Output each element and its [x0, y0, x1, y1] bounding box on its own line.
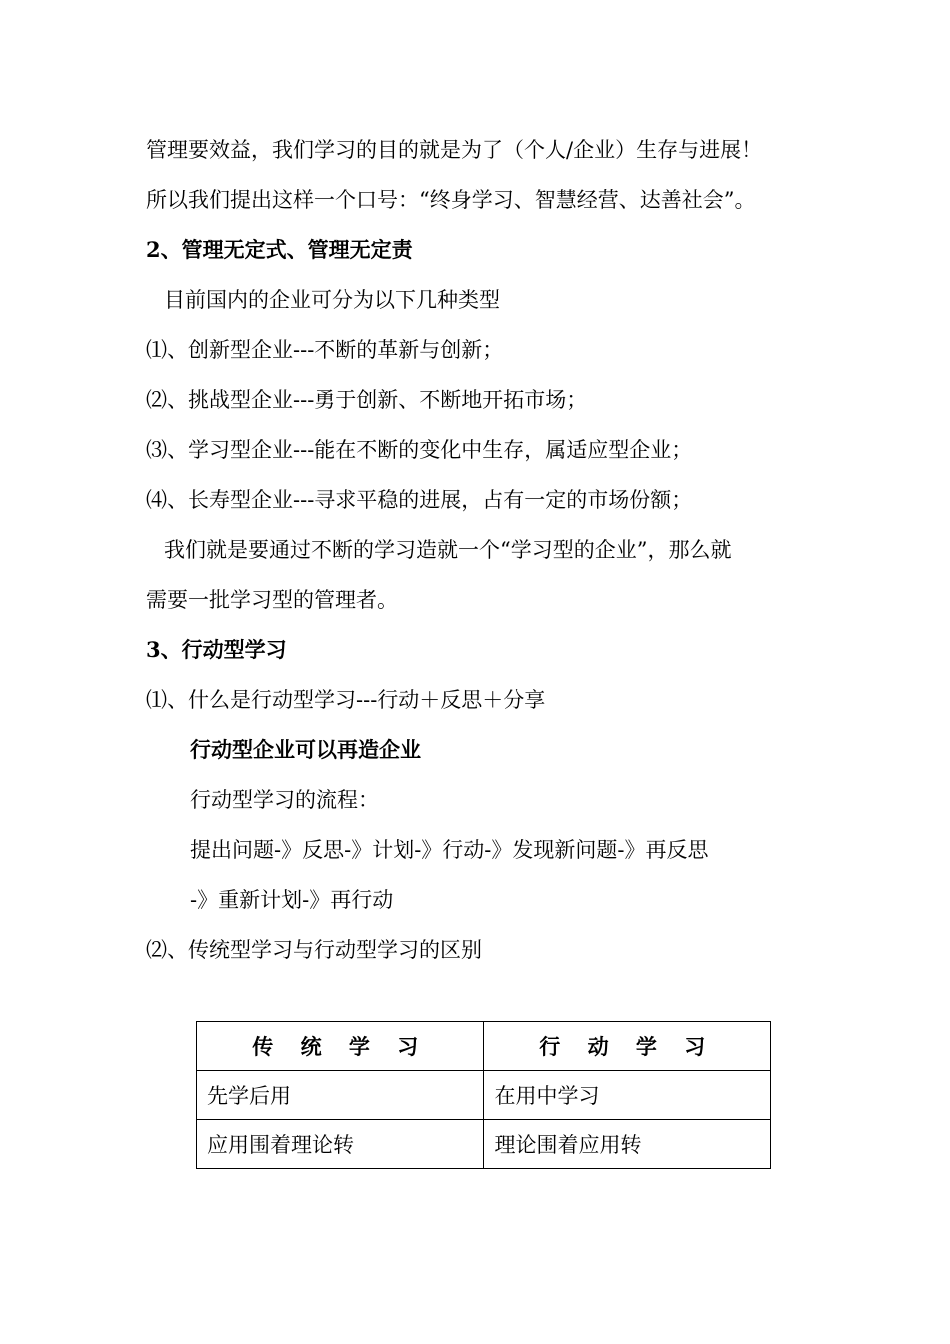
subheading: 行动型企业可以再造企业: [190, 737, 421, 762]
list-item: ⑴、创新型企业---不断的革新与创新；: [146, 338, 504, 362]
paragraph-line: 管理要效益，我们学习的目的就是为了（个人/企业）生存与进展！: [146, 138, 763, 162]
process-line: -》重新计划-》再行动: [190, 888, 394, 912]
table-header-cell: 传 统 学 习: [197, 1022, 484, 1071]
list-item: ⑵、挑战型企业---勇于创新、不断地开拓市场；: [146, 388, 588, 412]
table-cell: 先学后用: [197, 1071, 484, 1120]
section-heading-2: 2、管理无定式、管理无定责: [146, 237, 413, 262]
process-line: 提出问题-》反思-》计划-》行动-》发现新问题-》再反思: [190, 838, 709, 862]
paragraph-line: 目前国内的企业可分为以下几种类型: [164, 288, 500, 312]
list-item: ⑶、学习型企业---能在不断的变化中生存，属适应型企业；: [146, 438, 693, 462]
table-cell: 应用围着理论转: [197, 1120, 484, 1169]
paragraph-line: 行动型学习的流程：: [190, 788, 379, 812]
table-header-row: [197, 1022, 771, 1071]
paragraph-line: 我们就是要通过不断的学习造就一个“学习型的企业”，那么就: [164, 538, 732, 562]
table-header-cell: 行 动 学 习: [484, 1022, 771, 1071]
table-cell: 在用中学习: [484, 1071, 771, 1120]
paragraph-line: 需要一批学习型的管理者。: [146, 588, 398, 612]
section-heading-3: 3、行动型学习: [146, 637, 287, 662]
comparison-table: [196, 1021, 771, 1169]
table-cell: 理论围着应用转: [484, 1120, 771, 1169]
paragraph-line: 所以我们提出这样一个口号：“终身学习、智慧经营、达善社会”。: [146, 188, 756, 212]
table-row: [197, 1120, 771, 1169]
list-item: ⑴、什么是行动型学习---行动＋反思＋分享: [146, 688, 546, 712]
list-item: ⑵、传统型学习与行动型学习的区别: [146, 938, 482, 962]
list-item: ⑷、长寿型企业---寻求平稳的进展，占有一定的市场份额；: [146, 488, 693, 512]
table-row: [197, 1071, 771, 1120]
